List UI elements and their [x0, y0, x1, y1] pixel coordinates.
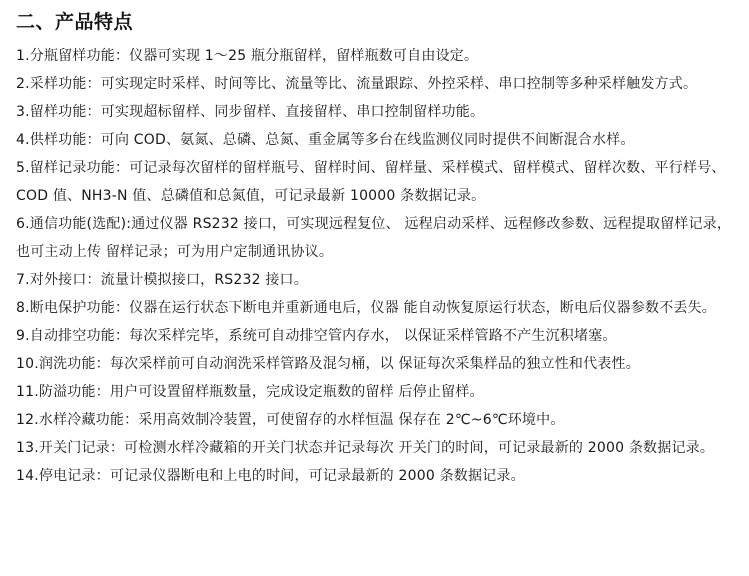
feature-item-3: 3.留样功能：可实现超标留样、同步留样、直接留样、串口控制留样功能。 [16, 104, 485, 120]
feature-item-7: 7.对外接口：流量计模拟接口，RS232 接口。 [16, 272, 308, 288]
feature-item-12: 12.水样冷藏功能：采用高效制冷装置，可使留存的水样恒温 保存在 2℃~6℃环境中。 [16, 412, 565, 428]
feature-item-14: 14.停电记录：可记录仪器断电和上电的时间，可记录最新的 2000 条数据记录。 [16, 468, 525, 484]
feature-item-4: 4.供样功能：可向 COD、氨氮、总磷、总氮、重金属等多台在线监测仪同时提供不间断混合水样。 [16, 132, 635, 148]
feature-item-8: 8.断电保护功能：仪器在运行状态下断电并重新通电后，仪器 能自动恢复原运行状态，断电后仪器参数不丢失。 [16, 300, 717, 316]
feature-item-5: 5.留样记录功能：可记录每次留样的留样瓶号、留样时间、留样量、采样模式、留样模式、留样次数、平行样号、COD 值、NH3-N 值、总磷值和总氮值，可记录最新 10000 条数据记录。 [16, 160, 726, 204]
section-heading: 二、产品特点 [16, 11, 134, 33]
feature-item-13: 13.开关门记录：可检测水样冷藏箱的开关门状态并记录每次 开关门的时间，可记录最新的 2000 条数据记录。 [16, 440, 715, 456]
feature-item-10: 10.润洗功能：每次采样前可自动润洗采样管路及混匀桶，以 保证每次采集样品的独立性和代表性。 [16, 356, 640, 372]
feature-item-1: 1.分瓶留样功能：仪器可实现 1～25 瓶分瓶留样，留样瓶数可自由设定。 [16, 48, 479, 64]
feature-item-6: 6.通信功能(选配):通过仪器 RS232 接口，可实现远程复位、 远程启动采样、远程修改参数、远程提取留样记录，也可主动上传 留样记录；可为用户定制通讯协议。 [16, 216, 732, 260]
feature-item-9: 9.自动排空功能：每次采样完毕，系统可自动排空管内存水， 以保证采样管路不产生沉积堵塞。 [16, 328, 617, 344]
document-body [16, 8, 734, 490]
feature-item-2: 2.采样功能：可实现定时采样、时间等比、流量等比、流量跟踪、外控采样、串口控制等多种采样触发方式。 [16, 76, 698, 92]
feature-item-11: 11.防溢功能：用户可设置留样瓶数量，完成设定瓶数的留样 后停止留样。 [16, 384, 484, 400]
feature-list [16, 42, 734, 490]
